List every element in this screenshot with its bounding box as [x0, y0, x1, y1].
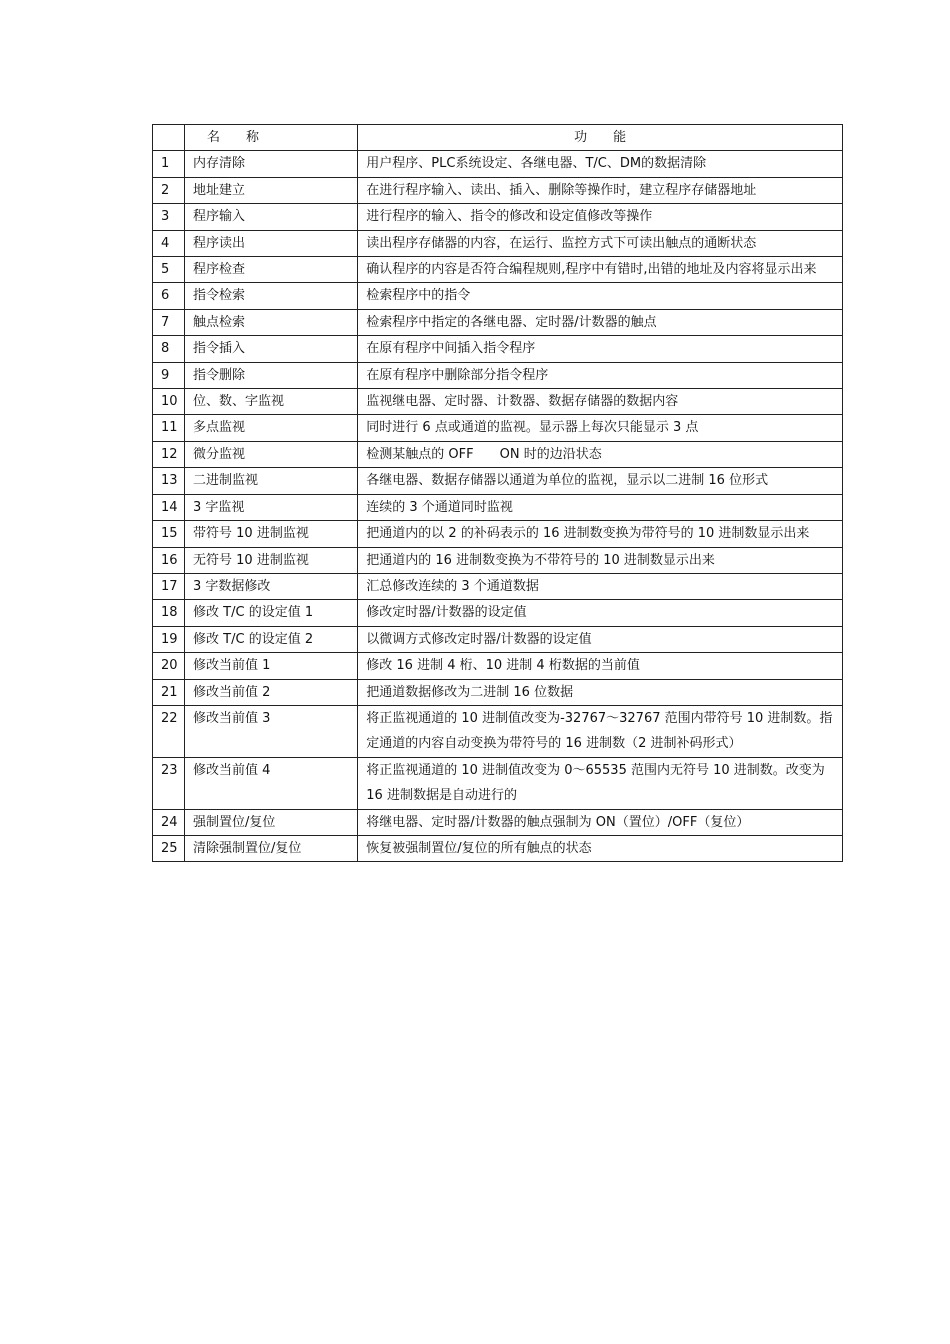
row-number: 22 — [153, 705, 185, 757]
table-row — [153, 441, 843, 467]
table-row — [153, 679, 843, 705]
table-row — [153, 600, 843, 626]
row-number: 14 — [153, 494, 185, 520]
table-header-row — [153, 125, 843, 151]
table-row — [153, 257, 843, 283]
row-name: 程序检查 — [185, 257, 358, 283]
table-row — [153, 309, 843, 335]
row-number: 16 — [153, 547, 185, 573]
row-number: 17 — [153, 573, 185, 599]
row-number: 25 — [153, 835, 185, 861]
row-name: 程序读出 — [185, 230, 358, 256]
row-function: 同时进行 6 点或通道的监视。显示器上每次只能显示 3 点 — [358, 415, 843, 441]
table-row — [153, 494, 843, 520]
table-row — [153, 626, 843, 652]
row-function: 恢复被强制置位/复位的所有触点的状态 — [358, 835, 843, 861]
row-number: 11 — [153, 415, 185, 441]
row-function: 检测某触点的 OFF ON 时的边沿状态 — [358, 441, 843, 467]
table-row — [153, 809, 843, 835]
row-function: 把通道内的 16 进制数变换为不带符号的 10 进制数显示出来 — [358, 547, 843, 573]
table-row — [153, 177, 843, 203]
row-function: 修改 16 进制 4 桁、10 进制 4 桁数据的当前值 — [358, 653, 843, 679]
row-number: 13 — [153, 468, 185, 494]
row-number: 10 — [153, 389, 185, 415]
row-number: 5 — [153, 257, 185, 283]
row-name: 位、数、字监视 — [185, 389, 358, 415]
row-name: 带符号 10 进制监视 — [185, 521, 358, 547]
row-function: 读出程序存储器的内容，在运行、监控方式下可读出触点的通断状态 — [358, 230, 843, 256]
row-number: 12 — [153, 441, 185, 467]
row-name: 指令删除 — [185, 362, 358, 388]
row-number: 8 — [153, 336, 185, 362]
row-number: 15 — [153, 521, 185, 547]
row-function: 以微调方式修改定时器/计数器的设定值 — [358, 626, 843, 652]
row-name: 指令检索 — [185, 283, 358, 309]
row-number: 24 — [153, 809, 185, 835]
row-name: 修改当前值 3 — [185, 705, 358, 757]
row-function: 用户程序、PLC系统设定、各继电器、T/C、DM的数据清除 — [358, 151, 843, 177]
row-function: 汇总修改连续的 3 个通道数据 — [358, 573, 843, 599]
row-name: 触点检索 — [185, 309, 358, 335]
table-row — [153, 521, 843, 547]
row-number: 4 — [153, 230, 185, 256]
row-name: 二进制监视 — [185, 468, 358, 494]
table-row — [153, 757, 843, 809]
function-table — [152, 124, 843, 862]
row-number: 20 — [153, 653, 185, 679]
row-number: 19 — [153, 626, 185, 652]
row-name: 程序输入 — [185, 204, 358, 230]
row-name: 地址建立 — [185, 177, 358, 203]
row-name: 修改当前值 2 — [185, 679, 358, 705]
row-name: 修改 T/C 的设定值 1 — [185, 600, 358, 626]
row-name: 强制置位/复位 — [185, 809, 358, 835]
row-function: 将继电器、定时器/计数器的触点强制为 ON（置位）/OFF（复位） — [358, 809, 843, 835]
header-name: 名 称 — [185, 125, 358, 151]
row-name: 指令插入 — [185, 336, 358, 362]
row-number: 7 — [153, 309, 185, 335]
row-name: 修改当前值 1 — [185, 653, 358, 679]
row-number: 1 — [153, 151, 185, 177]
row-function: 检索程序中指定的各继电器、定时器/计数器的触点 — [358, 309, 843, 335]
table-row — [153, 835, 843, 861]
header-function: 功 能 — [358, 125, 843, 151]
row-name: 微分监视 — [185, 441, 358, 467]
table-row — [153, 362, 843, 388]
row-name: 内存清除 — [185, 151, 358, 177]
table-row — [153, 204, 843, 230]
row-function: 将正监视通道的 10 进制值改变为-32767～32767 范围内带符号 10 进制数。指定通道的内容自动变换为带符号的 16 进制数（2 进制补码形式） — [358, 705, 843, 757]
row-name: 修改 T/C 的设定值 2 — [185, 626, 358, 652]
row-name: 无符号 10 进制监视 — [185, 547, 358, 573]
row-function: 将正监视通道的 10 进制值改变为 0～65535 范围内无符号 10 进制数。改变为 16 进制数据是自动进行的 — [358, 757, 843, 809]
table-row — [153, 230, 843, 256]
row-function: 把通道数据修改为二进制 16 位数据 — [358, 679, 843, 705]
table-row — [153, 151, 843, 177]
table-row — [153, 573, 843, 599]
row-number: 6 — [153, 283, 185, 309]
table-row — [153, 547, 843, 573]
row-name: 3 字监视 — [185, 494, 358, 520]
row-number: 2 — [153, 177, 185, 203]
row-number: 21 — [153, 679, 185, 705]
table-body — [153, 151, 843, 862]
row-name: 多点监视 — [185, 415, 358, 441]
header-number — [153, 125, 185, 151]
row-number: 18 — [153, 600, 185, 626]
table-row — [153, 336, 843, 362]
row-number: 3 — [153, 204, 185, 230]
row-function: 监视继电器、定时器、计数器、数据存储器的数据内容 — [358, 389, 843, 415]
row-name: 修改当前值 4 — [185, 757, 358, 809]
table-row — [153, 415, 843, 441]
row-function: 确认程序的内容是否符合编程规则,程序中有错时,出错的地址及内容将显示出来 — [358, 257, 843, 283]
table-row — [153, 389, 843, 415]
row-function: 各继电器、数据存储器以通道为单位的监视，显示以二进制 16 位形式 — [358, 468, 843, 494]
row-function: 连续的 3 个通道同时监视 — [358, 494, 843, 520]
table-row — [153, 705, 843, 757]
table-row — [153, 653, 843, 679]
table-row — [153, 283, 843, 309]
row-name: 3 字数据修改 — [185, 573, 358, 599]
row-name: 清除强制置位/复位 — [185, 835, 358, 861]
row-number: 9 — [153, 362, 185, 388]
row-function: 把通道内的以 2 的补码表示的 16 进制数变换为带符号的 10 进制数显示出来 — [358, 521, 843, 547]
row-function: 在原有程序中间插入指令程序 — [358, 336, 843, 362]
row-function: 在原有程序中删除部分指令程序 — [358, 362, 843, 388]
row-function: 检索程序中的指令 — [358, 283, 843, 309]
row-function: 修改定时器/计数器的设定值 — [358, 600, 843, 626]
row-function: 进行程序的输入、指令的修改和设定值修改等操作 — [358, 204, 843, 230]
row-number: 23 — [153, 757, 185, 809]
row-function: 在进行程序输入、读出、插入、删除等操作时，建立程序存储器地址 — [358, 177, 843, 203]
table-row — [153, 468, 843, 494]
